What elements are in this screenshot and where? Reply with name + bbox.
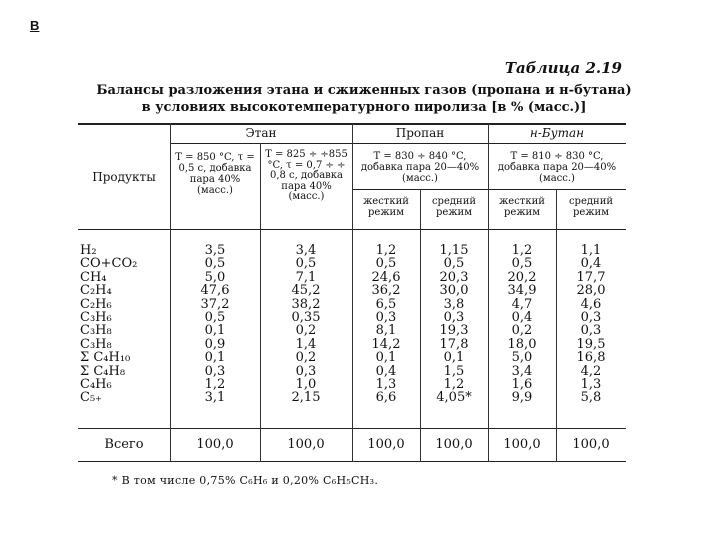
title-line-1: Балансы разложения этана и сжиженных газов (пропана и н-бутана) [96,83,632,98]
data-col-ethane-1 [172,244,258,405]
total-value: 100,0 [435,437,473,452]
products-header: Продукты [92,170,156,184]
value-cell: 47,6 [200,283,230,299]
value-cell: 1,2 [204,377,226,393]
value-cell: 0,5 [295,256,317,272]
value-cell: 0,4 [511,310,533,326]
value-cell: 0,9 [204,336,226,352]
value-cell: 9,9 [511,390,533,406]
value-cell: 0,1 [375,350,397,366]
product-list [80,244,140,405]
col-divider-butane [556,189,557,461]
value-cell: 2,15 [291,390,321,406]
value-cell: 1,0 [295,377,317,393]
footnote: * В том числе 0,75% C₆H₆ и 0,20% C₆H₅CH₃. [112,474,379,487]
value-cell: 1,2 [375,243,397,258]
product-name: CO+CO₂ [80,256,138,272]
regime-propane-medium: средний режим [431,196,477,218]
value-cell: 1,3 [580,377,602,393]
value-cell: 0,2 [295,323,317,339]
value-cell: 19,5 [576,336,606,352]
value-cell: 0,2 [511,323,533,339]
value-cell: 3,1 [204,390,226,406]
value-cell: 0,2 [295,350,317,366]
value-cell: 0,3 [204,363,226,379]
product-name: CH₄ [80,269,107,285]
value-cell: 0,3 [295,363,317,379]
value-cell: 38,2 [291,296,321,312]
value-cell: 14,2 [371,336,401,352]
regime-rule [352,189,626,190]
value-cell: 17,8 [439,336,469,352]
value-cell: 0,1 [443,350,465,366]
value-cell: 6,6 [375,390,397,406]
value-cell: 0,3 [580,323,602,339]
value-cell: 0,5 [375,256,397,272]
data-col-ethane-2 [262,244,350,405]
value-cell: 0,35 [291,310,321,326]
value-cell: 1,1 [580,243,602,258]
conditions-butane: T = 810 ÷ 830 °C, добавка пара 20—40% (масс.) [497,151,617,184]
value-cell: 17,7 [576,269,606,285]
value-cell: 0,1 [204,323,226,339]
value-cell: 37,2 [200,296,230,312]
group-ethane: Этан [245,126,277,140]
regime-propane-hard: жесткий режим [363,196,409,218]
product-name: C₂H₄ [80,283,112,299]
value-cell: 18,0 [507,336,537,352]
bottom-rule [78,461,626,462]
value-cell: 34,9 [507,283,537,299]
product-name: Σ C₄H₈ [80,363,126,379]
value-cell: 5,0 [511,350,533,366]
table-number: Таблица 2.19 [504,59,622,77]
col-divider-group [352,123,353,461]
total-label: Всего [104,437,144,452]
product-name: C₅₊ [80,390,103,406]
col-divider-group2 [488,123,489,461]
product-name: C₃H₈ [80,336,112,352]
value-cell: 3,8 [443,296,465,312]
value-cell: 1,4 [295,336,317,352]
value-cell: 1,3 [375,377,397,393]
value-cell: 0,4 [580,256,602,272]
col-divider-ethane [260,143,261,461]
value-cell: 0,4 [375,363,397,379]
product-name: C₂H₆ [80,296,112,312]
total-value: 100,0 [287,437,325,452]
value-cell: 0,5 [511,256,533,272]
value-cell: 6,5 [375,296,397,312]
value-cell: 0,3 [580,310,602,326]
value-cell: 0,5 [443,256,465,272]
regime-butane-hard: жесткий режим [499,196,545,218]
value-cell: 5,0 [204,269,226,285]
conditions-ethane-1: T = 850 °C, τ = 0,5 с, добавка пара 40% (масс.) [175,152,255,196]
total-value: 100,0 [503,437,541,452]
value-cell: 5,8 [580,390,602,406]
conditions-propane: T = 830 ÷ 840 °C, добавка пара 20—40% (масс.) [360,151,480,184]
value-cell: 1,2 [511,243,533,258]
data-col-propane-hard [354,244,418,405]
product-name: H₂ [80,243,97,258]
product-name: Σ C₄H₁₀ [80,350,131,366]
value-cell: 20,2 [507,269,537,285]
value-cell: 4,05* [436,390,472,406]
group-rule [170,143,626,144]
data-col-propane-medium [422,244,486,405]
group-propane: Пропан [395,126,445,140]
product-name: C₄H₆ [80,377,112,393]
corner-mark: B [30,18,40,33]
col-divider-propane [420,189,421,461]
value-cell: 1,2 [443,377,465,393]
total-value: 100,0 [196,437,234,452]
total-value: 100,0 [367,437,405,452]
value-cell: 45,2 [291,283,321,299]
value-cell: 4,2 [580,363,602,379]
conditions-ethane-2: T = 825 ÷ ÷855 °C, τ = 0,7 ÷ ÷ 0,8 с, добавка пара 40% (масс.) [265,149,348,202]
value-cell: 16,8 [576,350,606,366]
value-cell: 19,3 [439,323,469,339]
product-name: C₃H₆ [80,310,112,326]
value-cell: 20,3 [439,269,469,285]
value-cell: 0,1 [204,350,226,366]
value-cell: 4,6 [580,296,602,312]
value-cell: 3,4 [295,243,317,258]
value-cell: 4,7 [511,296,533,312]
value-cell: 0,3 [443,310,465,326]
value-cell: 1,5 [443,363,465,379]
data-col-butane-hard [490,244,554,405]
value-cell: 36,2 [371,283,401,299]
value-cell: 0,3 [375,310,397,326]
value-cell: 8,1 [375,323,397,339]
table-title [84,82,644,116]
value-cell: 3,4 [511,363,533,379]
total-value: 100,0 [572,437,610,452]
value-cell: 7,1 [295,269,317,285]
group-butane: н-Бутан [529,126,585,140]
value-cell: 24,6 [371,269,401,285]
title-line-2: в условиях высокотемпературного пиролиза [в % (масс.)] [141,100,587,115]
value-cell: 0,5 [204,310,226,326]
data-col-butane-medium [558,244,624,405]
value-cell: 1,6 [511,377,533,393]
value-cell: 3,5 [204,243,226,258]
product-name: C₃H₈ [80,323,112,339]
value-cell: 30,0 [439,283,469,299]
col-divider-products [170,123,171,461]
regime-butane-medium: средний режим [568,196,614,218]
value-cell: 0,5 [204,256,226,272]
value-cell: 28,0 [576,283,606,299]
value-cell: 1,15 [439,243,469,258]
